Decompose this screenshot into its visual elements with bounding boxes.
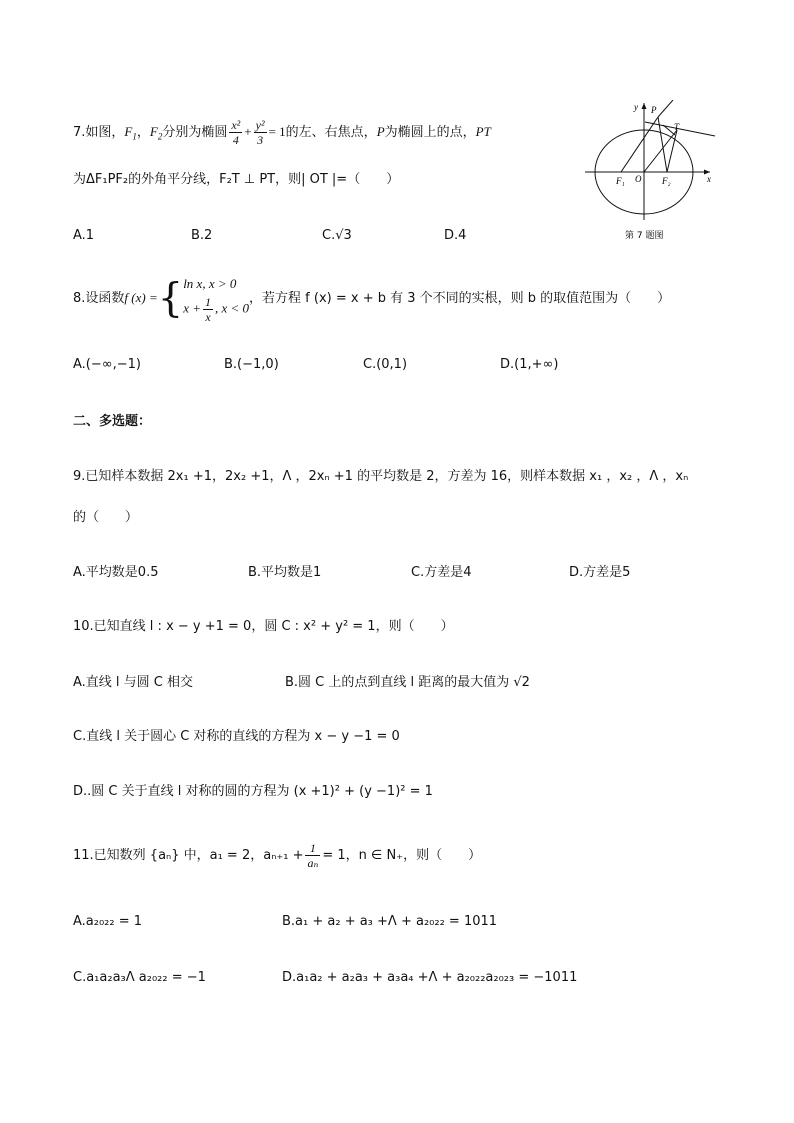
q7-f2: $F_2$ (149, 124, 163, 142)
line-p-extension (658, 100, 673, 117)
q11-option-d: D.a₁a₂ + a₂a₃ + a₃a₄ +Λ + a₂₀₂₂a₂₀₂₃ = −1011 (282, 970, 578, 985)
q7-text3: 为椭圆上的点， (384, 125, 476, 140)
q8-case2-fraction: $\frac{1}{x}$ (204, 295, 211, 324)
q7-text2: 的左、右焦点， (285, 125, 377, 140)
q7-plus: + (244, 124, 252, 139)
q7-stem-line1 (73, 118, 491, 147)
q9-option-d: D.方差是5 (569, 565, 631, 580)
q8-cases (183, 273, 249, 324)
q10-option-d: D..圆 C 关于直线 l 对称的圆的方程为 (x +1)² + (y −1)² = 1 (73, 784, 433, 799)
figure-caption: 第 7 题图 (625, 231, 664, 241)
q11-stem-post: = 1，n ∈ N₊，则（ ） (322, 848, 482, 863)
line-pt (645, 122, 715, 136)
q8-stem (73, 270, 670, 327)
ellipse-diagram (585, 100, 725, 250)
q11-option-a: A.a₂₀₂₂ = 1 (73, 914, 143, 929)
q11-option-c: C.a₁a₂a₃Λ a₂₀₂₂ = −1 (73, 970, 206, 985)
q8-number: 8. (73, 291, 86, 306)
section-heading-multiple-choice: 二、多选题： (73, 414, 152, 429)
label-p: P (651, 105, 657, 115)
q8-text1: 设函数 (85, 291, 125, 306)
q7-f1: $F_1$ (124, 124, 137, 142)
q8-fx: f (x) = (124, 290, 158, 305)
label-y: y (634, 102, 638, 112)
q8-option-d: D.(1,+∞) (500, 357, 559, 372)
q8-option-c: C.(0,1) (363, 357, 408, 372)
q8-case2: x + $\frac{1}{x}$ , x < 0 (183, 295, 250, 324)
q10-option-a: A.直线 l 与圆 C 相交 (73, 675, 194, 690)
q7-text1: 分别为椭圆 (162, 125, 228, 140)
q7-pt: PT (475, 124, 491, 139)
label-t: T (674, 122, 680, 132)
label-f2: F₂ (662, 176, 671, 186)
q8-brace: { (157, 275, 184, 322)
q7-intro: 如图， (85, 125, 125, 140)
q10-option-b: B.圆 C 上的点到直线 l 距离的最大值为 √2 (285, 675, 530, 690)
q7-p: P (376, 124, 385, 139)
q7-option-b: B.2 (191, 228, 213, 243)
q7-sep: ， (136, 125, 150, 140)
q8-option-a: A.(−∞,−1) (73, 357, 141, 372)
q9-stem-line1: 9.已知样本数据 2x₁ +1，2x₂ +1，Λ ，2xₙ +1 的平均数是 2，方差为 16，则样本数据 x₁ ，x₂ ，Λ ，xₙ (73, 469, 689, 484)
q11-stem-pre: 11.已知数列 {aₙ} 中，a₁ = 2，aₙ₊₁ + (73, 848, 304, 863)
q9-option-a: A.平均数是0.5 (73, 565, 159, 580)
q7-figure (585, 100, 725, 250)
q11-fraction: $\frac{1}{\text{aₙ}}$ (307, 841, 319, 870)
q7-fraction-x: $\frac{\text{x²}}{4}$ (231, 118, 241, 147)
q9-option-b: B.平均数是1 (248, 565, 322, 580)
label-o: O (635, 174, 642, 184)
q8-case1: ln x, x > 0 (183, 276, 237, 291)
q7-number: 7. (73, 125, 86, 140)
q7-option-a: A.1 (73, 228, 95, 243)
q10-option-c: C.直线 l 关于圆心 C 对称的直线的方程为 x − y −1 = 0 (73, 729, 400, 744)
q10-stem: 10.已知直线 l : x − y +1 = 0，圆 C : x² + y² = 1，则（ ） (73, 619, 454, 634)
q7-fraction-y: $\frac{\text{y²}}{3}$ (255, 118, 265, 147)
label-x: x (707, 174, 711, 184)
q9-option-c: C.方差是4 (411, 565, 472, 580)
q7-stem-line2: 为ΔF₁PF₂的外角平分线，F₂T ⊥ PT，则| OT |=（ ） (73, 172, 400, 187)
q11-option-b: B.a₁ + a₂ + a₃ +Λ + a₂₀₂₂ = 1011 (282, 914, 498, 929)
q7-option-c: C.√3 (322, 228, 352, 243)
line-f1-p (621, 117, 658, 172)
label-f1: F₁ (616, 176, 625, 186)
q8-text2: ，若方程 f (x) = x + b 有 3 个不同的实根，则 b 的取值范围为（ ） (249, 291, 671, 306)
q9-stem-line2: 的（ ） (73, 510, 139, 525)
y-axis-arrow (642, 103, 647, 109)
q7-option-d: D.4 (444, 228, 467, 243)
q7-eq: = 1 (268, 124, 286, 139)
q8-option-b: B.(−1,0) (224, 357, 279, 372)
q11-stem (73, 836, 481, 876)
